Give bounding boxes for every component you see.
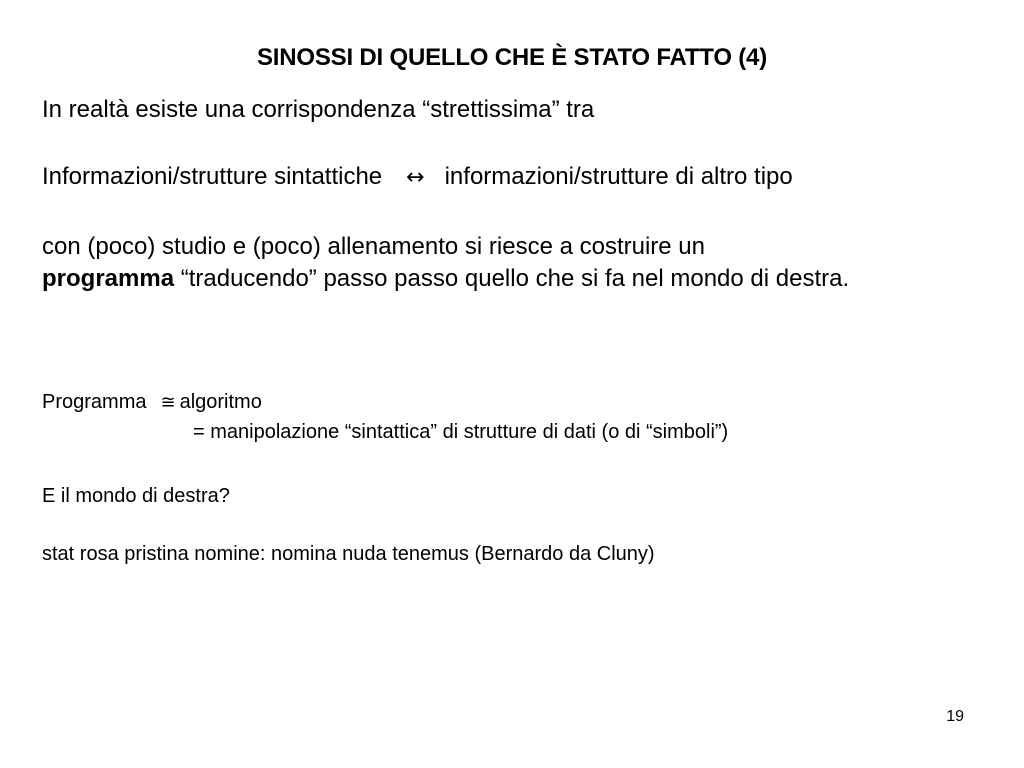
slide-title: SINOSSI DI QUELLO CHE È STATO FATTO (4)	[256, 44, 768, 71]
definition-line-1	[42, 388, 262, 417]
approx-equal-icon: ≅	[160, 392, 176, 413]
relation-line	[42, 162, 793, 193]
page-number: 19	[946, 708, 964, 725]
question-text: E il mondo di destra?	[42, 485, 230, 507]
program-text-part1: con (poco) studio e (poco) allenamento si riesce a costruire un	[42, 233, 705, 260]
relation-right: informazioni/strutture di altro tipo	[444, 163, 793, 190]
program-bold-word: programma	[42, 265, 175, 292]
quote-text: stat rosa pristina nomine: nomina nuda tenemus (Bernardo da Cluny)	[42, 543, 655, 565]
left-right-arrow-icon: ↔	[406, 165, 425, 190]
program-paragraph	[42, 231, 942, 295]
definition-term: Programma	[42, 391, 147, 413]
intro-text: In realtà esiste una corrispondenza “strettissima” tra	[42, 96, 595, 123]
program-text-part2: “traducendo” passo passo quello che si fa nel mondo di destra.	[174, 265, 850, 292]
definition-line-2: = manipolazione “sintattica” di strutture di dati (o di “simboli”)	[193, 421, 729, 443]
definition-line1: algoritmo	[179, 391, 262, 413]
relation-left: Informazioni/strutture sintattiche	[42, 163, 383, 190]
